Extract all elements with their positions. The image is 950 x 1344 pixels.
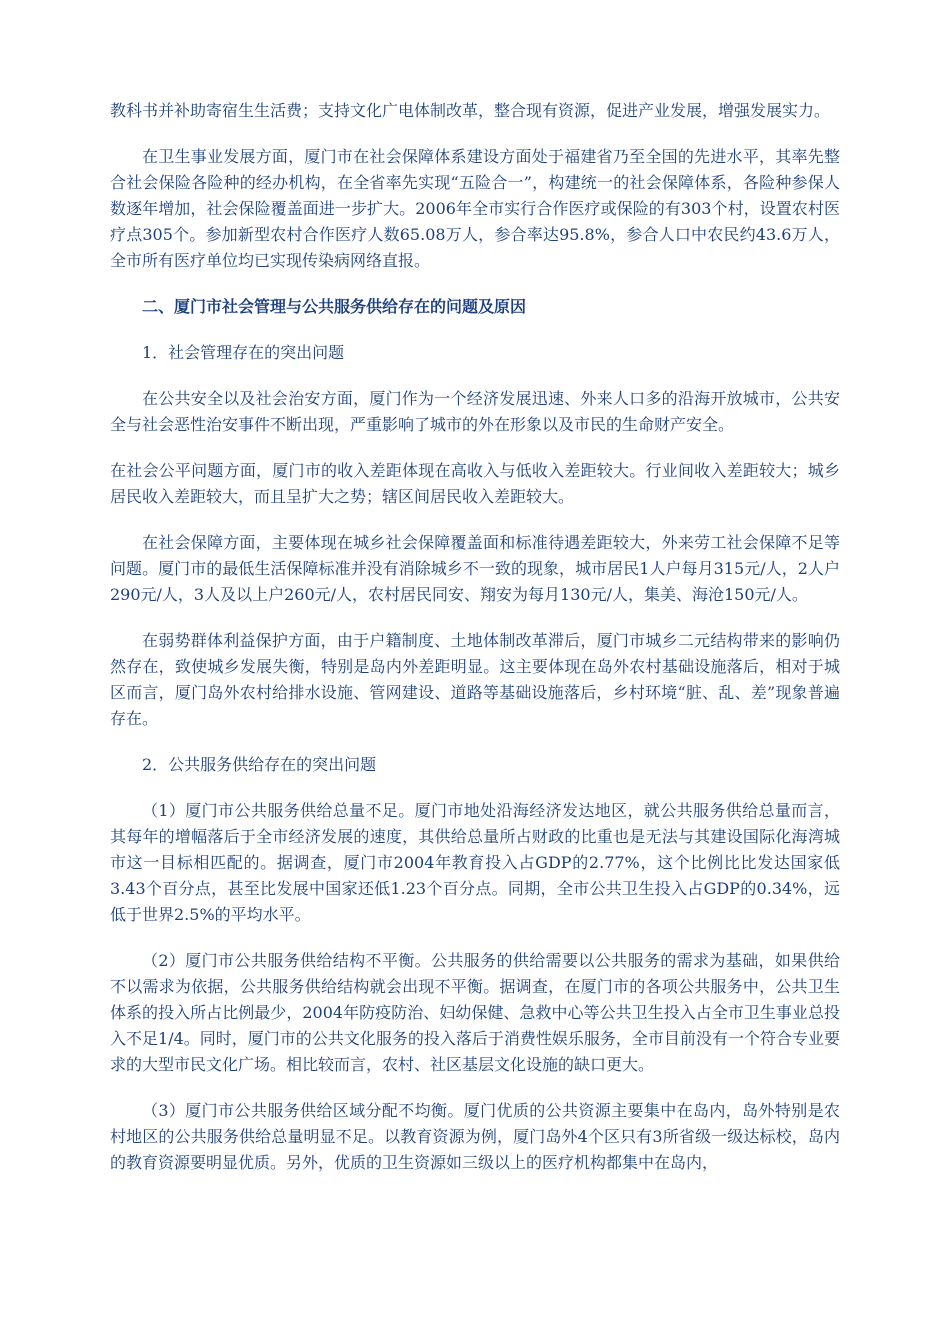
paragraph-supply-region: （3）厦门市公共服务供给区域分配不均衡。厦门优质的公共资源主要集中在岛内，岛外特别是农村地区的公共服务供给总量明显不足。以教育资源为例，厦门岛外4个区只有3所省级一级达标校，岛内的教育资源要明显优质。另外，优质的卫生资源如三级以上的医疗机构都集中在岛内，	[110, 1101, 840, 1172]
paragraph-public-safety: 在公共安全以及社会治安方面，厦门作为一个经济发展迅速、外来人口多的沿海开放城市，公共安全与社会恶性治安事件不断出现，严重影响了城市的外在形象以及市民的生命财产安全。	[110, 389, 840, 434]
paragraph-supply-structure: （2）厦门市公共服务供给结构不平衡。公共服务的供给需要以公共服务的需求为基础，如果供给不以需求为依据，公共服务供给结构就会出现不平衡。据调查，在厦门市的各项公共服务中，公共卫生体系的投入所占比例最少，2004年防疫防治、妇幼保健、急救中心等公共卫生投入占全市卫生事业总投入不足1/4。同时，厦门市的公共文化服务的投入落后于消费性娱乐服务，全市目前没有一个符合专业要求的大型市民文化广场。相比较而言，农村、社区基层文化设施的缺口更大。	[110, 951, 840, 1074]
subsection-heading-social-management: 1．社会管理存在的突出问题	[142, 343, 345, 362]
paragraph-social-fairness: 在社会公平问题方面，厦门市的收入差距体现在高收入与低收入差距较大。行业间收入差距较大；城乡居民收入差距较大，而且呈扩大之势；辖区间居民收入差距较大。	[110, 461, 840, 506]
document-body	[110, 98, 840, 1196]
paragraph-health: 在卫生事业发展方面，厦门市在社会保障体系建设方面处于福建省乃至全国的先进水平，其率先整合社会保险各险种的经办机构，在全省率先实现“五险合一”，构建统一的社会保障体系，各险种参保人数逐年增加，社会保险覆盖面进一步扩大。2006年全市实行合作医疗或保险的有303个村，设置农村医疗点305个。参加新型农村合作医疗人数65.08万人，参合率达95.8%，参合人口中农民约43.6万人，全市所有医疗单位均已实现传染病网络直报。	[110, 147, 840, 270]
paragraph-continuation: 教科书并补助寄宿生生活费；支持文化广电体制改革，整合现有资源，促进产业发展，增强发展实力。	[110, 101, 831, 120]
subsection-heading-public-services: 2．公共服务供给存在的突出问题	[142, 755, 377, 774]
paragraph-vulnerable-groups: 在弱势群体利益保护方面，由于户籍制度、土地体制改革滞后，厦门市城乡二元结构带来的影响仍然存在，致使城乡发展失衡，特别是岛内外差距明显。这主要体现在岛外农村基础设施落后，相对于城区而言，厦门岛外农村给排水设施、管网建设、道路等基础设施落后，乡村环境“脏、乱、差”现象普遍存在。	[110, 631, 840, 728]
paragraph-social-security: 在社会保障方面，主要体现在城乡社会保障覆盖面和标准待遇差距较大，外来劳工社会保障不足等问题。厦门市的最低生活保障标准并没有消除城乡不一致的现象，城市居民1人户每月315元/人，2人户290元/人，3人及以上户260元/人，农村居民同安、翔安为每月130元/人，集美、海沧150元/人。	[110, 533, 840, 604]
paragraph-supply-total: （1）厦门市公共服务供给总量不足。厦门市地处沿海经济发达地区，就公共服务供给总量而言，其每年的增幅落后于全市经济发展的速度，其供给总量所占财政的比重也是无法与其建设国际化海湾城市这一目标相匹配的。据调查，厦门市2004年教育投入占GDP的2.77%，这个比例比比发达国家低3.43个百分点，甚至比发展中国家还低1.23个百分点。同期，全市公共卫生投入占GDP的0.34%，远低于世界2.5%的平均水平。	[110, 801, 840, 924]
section-heading: 二、厦门市社会管理与公共服务供给存在的问题及原因	[142, 297, 527, 316]
